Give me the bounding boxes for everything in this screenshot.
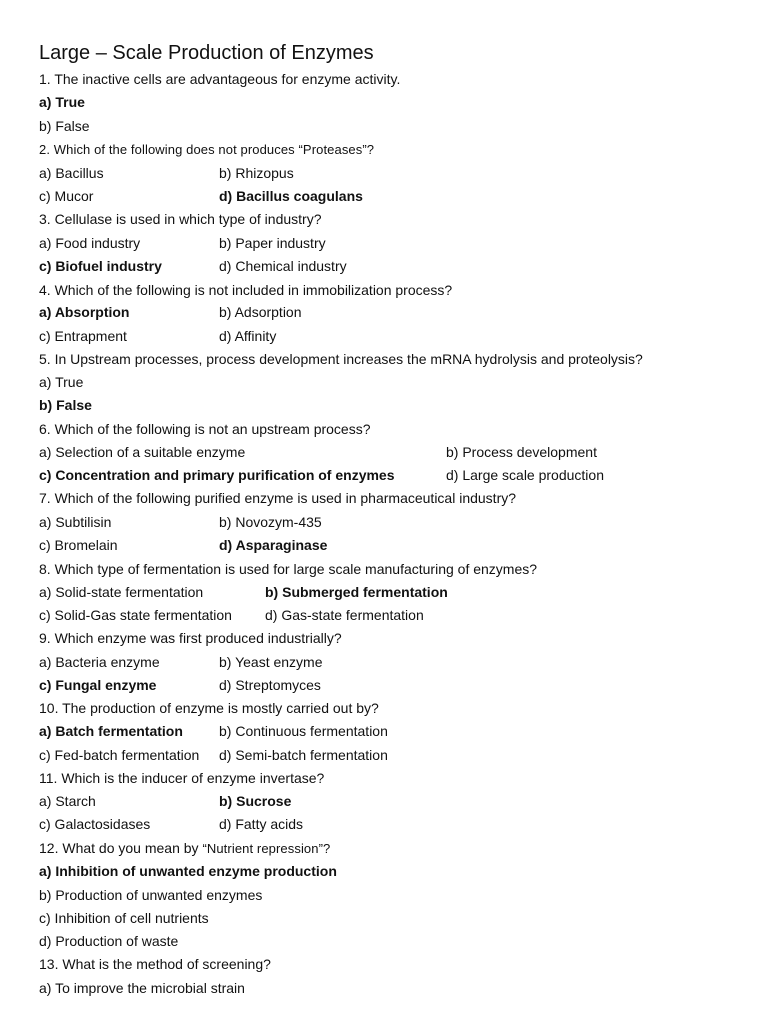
q1-option-b: b) False	[39, 118, 90, 134]
q11-option-b-answer: b) Sucrose	[219, 793, 292, 809]
q6-option-d: d) Large scale production	[446, 467, 604, 483]
question-6: 6. Which of the following is not an upstream process?	[39, 421, 371, 437]
q12-option-c: c) Inhibition of cell nutrients	[39, 910, 209, 926]
question-4: 4. Which of the following is not included in immobilization process?	[39, 282, 453, 298]
q12-option-d: d) Production of waste	[39, 933, 179, 949]
q7-option-c: c) Bromelain	[39, 537, 118, 553]
q3-option-b: b) Paper industry	[219, 235, 326, 251]
q10-option-a-answer: a) Batch fermentation	[39, 723, 183, 739]
q11-option-a: a) Starch	[39, 793, 96, 809]
q3-option-c-answer: c) Biofuel industry	[39, 258, 162, 274]
question-11: 11. Which is the inducer of enzyme invertase?	[39, 770, 325, 786]
q10-option-b: b) Continuous fermentation	[219, 723, 388, 739]
q4-option-d: d) Affinity	[219, 328, 277, 344]
q6-option-a: a) Selection of a suitable enzyme	[39, 444, 246, 460]
question-8: 8. Which type of fermentation is used for large scale manufacturing of enzymes?	[39, 561, 538, 577]
q9-option-d: d) Streptomyces	[219, 677, 321, 693]
question-1: 1. The inactive cells are advantageous for enzyme activity.	[39, 71, 401, 87]
q10-option-c: c) Fed-batch fermentation	[39, 747, 200, 763]
question-5: 5. In Upstream processes, process development increases the mRNA hydrolysis and proteolysis?	[39, 351, 643, 367]
q4-option-a-answer: a) Absorption	[39, 304, 130, 320]
q7-option-b: b) Novozym-435	[219, 514, 322, 530]
q9-option-c-answer: c) Fungal enzyme	[39, 677, 157, 693]
q3-option-d: d) Chemical industry	[219, 258, 347, 274]
q2-option-c: c) Mucor	[39, 188, 94, 204]
q1-option-a-answer: a) True	[39, 94, 85, 110]
q3-option-a: a) Food industry	[39, 235, 141, 251]
q4-option-c: c) Entrapment	[39, 328, 127, 344]
q7-option-d-answer: d) Asparaginase	[219, 537, 328, 553]
page-title: Large – Scale Production of Enzymes	[39, 42, 374, 64]
q6-option-c-answer: c) Concentration and primary purification of enzymes	[39, 467, 395, 483]
q8-option-d: d) Gas-state fermentation	[265, 607, 424, 623]
question-12-quote: “Nutrient repression”?	[202, 841, 331, 856]
q8-option-c: c) Solid-Gas state fermentation	[39, 607, 232, 623]
question-9: 9. Which enzyme was first produced industrially?	[39, 630, 342, 646]
q7-option-a: a) Subtilisin	[39, 514, 112, 530]
q12-option-b: b) Production of unwanted enzymes	[39, 887, 263, 903]
question-12	[39, 839, 330, 858]
q2-option-a: a) Bacillus	[39, 165, 104, 181]
question-3: 3. Cellulase is used in which type of industry?	[39, 211, 322, 227]
q5-option-b-answer: b) False	[39, 397, 92, 413]
question-2: 2. Which of the following does not produces “Proteases”?	[39, 142, 375, 157]
q5-option-a: a) True	[39, 374, 84, 390]
question-10: 10. The production of enzyme is mostly carried out by?	[39, 700, 379, 716]
q8-option-b-answer: b) Submerged fermentation	[265, 584, 448, 600]
q2-option-b: b) Rhizopus	[219, 165, 294, 181]
q9-option-b: b) Yeast enzyme	[219, 654, 323, 670]
q6-option-b: b) Process development	[446, 444, 597, 460]
q12-option-a-answer: a) Inhibition of unwanted enzyme production	[39, 863, 337, 879]
question-7: 7. Which of the following purified enzyme is used in pharmaceutical industry?	[39, 490, 517, 506]
q11-option-d: d) Fatty acids	[219, 816, 304, 832]
q8-option-a: a) Solid-state fermentation	[39, 584, 204, 600]
q9-option-a: a) Bacteria enzyme	[39, 654, 160, 670]
q11-option-c: c) Galactosidases	[39, 816, 151, 832]
q4-option-b: b) Adsorption	[219, 304, 302, 320]
question-12-text: 12. What do you mean by	[39, 840, 203, 856]
q13-option-a: a) To improve the microbial strain	[39, 980, 245, 996]
q2-option-d-answer: d) Bacillus coagulans	[219, 188, 363, 204]
q10-option-d: d) Semi-batch fermentation	[219, 747, 388, 763]
question-13: 13. What is the method of screening?	[39, 956, 271, 972]
